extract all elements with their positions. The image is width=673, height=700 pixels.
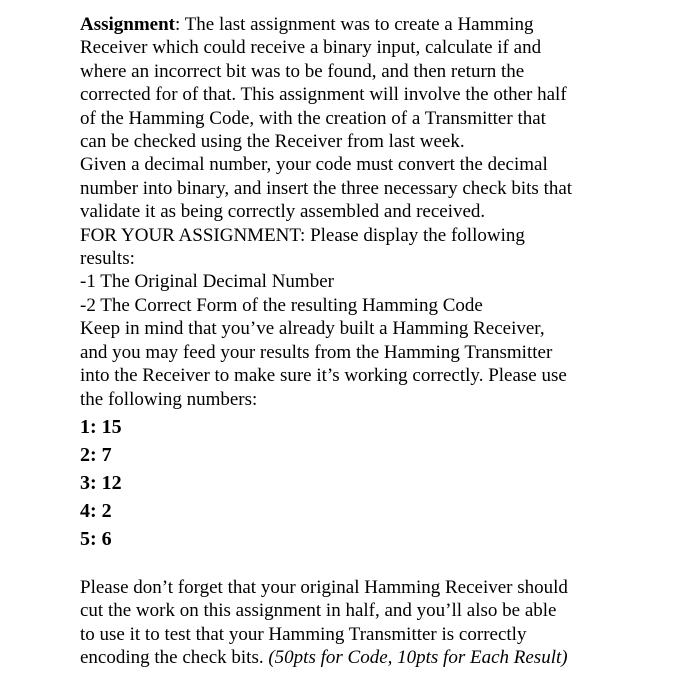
reminder-line: into the Receiver to make sure it’s working correctly. Please use [80,365,567,387]
task-line: number into binary, and insert the three necessary check bits that [80,177,573,199]
intro-line: corrected for of that. This assignment will involve the other half [80,84,567,106]
closing-paragraph [80,576,655,670]
input-number-item: 5: 6 [80,527,112,550]
reminder-line: Keep in mind that you’ve already built a Hamming Receiver, [80,318,545,340]
display-line: results: [80,248,135,270]
display-item: -1 The Original Decimal Number [80,271,334,293]
closing-line [80,646,655,669]
input-number-item: 2: 7 [80,443,112,466]
display-requirements [80,224,655,318]
paragraph-gap [80,553,655,576]
task-paragraph [80,153,655,223]
closing-line: to use it to test that your Hamming Transmitter is correctly [80,623,527,645]
display-item: -2 The Correct Form of the resulting Hamming Code [80,294,483,316]
reminder-line: the following numbers: [80,388,258,410]
intro-line-text: : The last assignment was to create a Hamming [175,14,534,35]
reminder-line: and you may feed your results from the Hamming Transmitter [80,341,553,363]
grading-note: (50pts for Code, 10pts for Each Result) [268,647,568,669]
intro-line: can be checked using the Receiver from last week. [80,131,465,153]
intro-line: Receiver which could receive a binary input, calculate if and [80,37,542,59]
assignment-document [80,13,655,670]
input-number-item: 4: 2 [80,499,112,522]
task-line: validate it as being correctly assembled and received. [80,201,486,223]
intro-paragraph [80,13,655,153]
reminder-paragraph [80,317,655,411]
input-numbers-list [80,413,655,553]
intro-line: of the Hamming Code, with the creation of a Transmitter that [80,107,546,129]
intro-line [80,13,655,36]
closing-line-text: encoding the check bits. [80,647,269,669]
intro-line: where an incorrect bit was to be found, and then return the [80,60,525,82]
display-line: FOR YOUR ASSIGNMENT: Please display the following [80,224,525,246]
closing-line: cut the work on this assignment in half, and you’ll also be able [80,600,557,622]
input-number-item: 3: 12 [80,471,122,494]
assignment-heading: Assignment [80,14,176,35]
closing-line: Please don’t forget that your original Hamming Receiver should [80,576,568,598]
task-line: Given a decimal number, your code must convert the decimal [80,154,548,176]
input-number-item: 1: 15 [80,415,122,438]
